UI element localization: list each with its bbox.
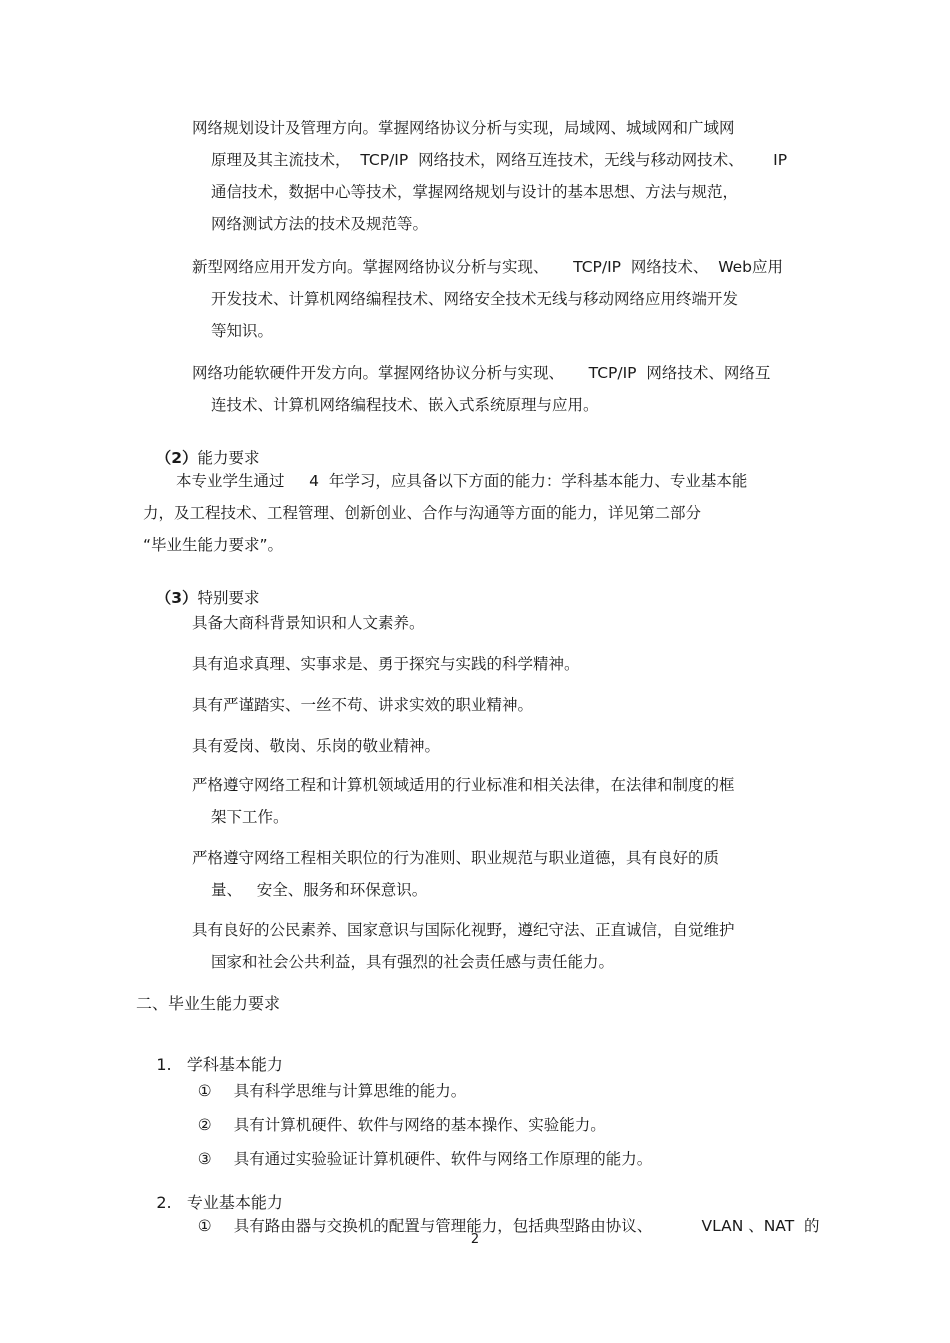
- sub-2-item-1: [178, 1196, 820, 1256]
- direction-3-line-1: 网络功能软硬件开发方向。掌握网络协议分析与实现、 TCP/IP 网络技术、网络互: [192, 364, 771, 382]
- sub-2-item-1-mark: ①: [197, 1217, 212, 1235]
- special-heading-text: 特别要求: [197, 589, 260, 607]
- direction-1-line-2: 原理及其主流技术， TCP/IP 网络技术，网络互连技术，无线与移动网技术、 IP: [211, 151, 788, 169]
- special-item-6-line-1: 严格遵守网络工程相关职位的行为准则、职业规范与职业道德，具有良好的质: [192, 849, 720, 867]
- sub-1-item-3-text: 具有通过实验验证计算机硬件、软件与网络工作原理的能力。: [233, 1150, 653, 1168]
- special-item-6-line-2: 量、 安全、服务和环保意识。: [211, 881, 428, 899]
- sub-2-number: 2.: [156, 1193, 172, 1212]
- sub-2-title: 专业基本能力: [186, 1193, 283, 1212]
- ability-line-3: “毕业生能力要求”。: [143, 536, 284, 554]
- sub-1-item-2-mark: ②: [197, 1116, 212, 1134]
- direction-2-line-3: 等知识。: [211, 322, 274, 340]
- special-heading-number: （3）: [155, 589, 198, 607]
- ability-heading-text: 能力要求: [197, 449, 260, 467]
- direction-2-line-1: 新型网络应用开发方向。掌握网络协议分析与实现、 TCP/IP 网络技术、 Web应用: [192, 258, 784, 276]
- direction-3-line-2: 连技术、计算机网络编程技术、嵌入式系统原理与应用。: [211, 396, 599, 414]
- section-2-title: 二、毕业生能力要求: [136, 994, 281, 1013]
- special-item-5-line-1: 严格遵守网络工程和计算机领域适用的行业标准和相关法律，在法律和制度的框: [192, 776, 735, 794]
- special-item-5-line-2: 架下工作。: [211, 808, 289, 826]
- sub-1-item-3-mark: ③: [197, 1150, 212, 1168]
- direction-1-line-3: 通信技术，数据中心等技术，掌握网络规划与设计的基本思想、方法与规范，: [211, 183, 739, 201]
- special-item-4: 具有爱岗、敬岗、乐岗的敬业精神。: [192, 737, 441, 755]
- page-number: 2: [470, 1232, 480, 1247]
- special-item-1: 具备大商科背景知识和人文素养。: [192, 614, 425, 632]
- ability-line-2: 力，及工程技术、工程管理、创新创业、合作与沟通等方面的能力，详见第二部分: [143, 504, 702, 522]
- direction-1-line-1: 网络规划设计及管理方向。掌握网络协议分析与实现，局域网、城域网和广域网: [192, 119, 735, 137]
- special-item-7-line-2: 国家和社会公共利益，具有强烈的社会责任感与责任能力。: [211, 953, 615, 971]
- special-item-7-line-1: 具有良好的公民素养、国家意识与国际化视野，遵纪守法、正直诚信，自觉维护: [192, 921, 735, 939]
- sub-2-item-1-text: 具有路由器与交换机的配置与管理能力，包括典型路由协议、 VLAN 、NAT 的: [233, 1217, 820, 1235]
- special-item-3: 具有严谨踏实、一丝不苟、讲求实效的职业精神。: [192, 696, 534, 714]
- direction-1-line-4: 网络测试方法的技术及规范等。: [211, 215, 429, 233]
- direction-2-line-2: 开发技术、计算机网络编程技术、网络安全技术无线与移动网络应用终端开发: [211, 290, 739, 308]
- special-item-2: 具有追求真理、实事求是、勇于探究与实践的科学精神。: [192, 655, 580, 673]
- ability-heading-number: （2）: [155, 449, 198, 467]
- sub-1-item-2-text: 具有计算机硬件、软件与网络的基本操作、实验能力。: [233, 1116, 606, 1134]
- sub-1-item-1-mark: ①: [197, 1082, 212, 1100]
- sub-1-title: 学科基本能力: [186, 1055, 283, 1074]
- ability-line-1: 本专业学生通过 4 年学习，应具备以下方面的能力：学科基本能力、专业基本能: [176, 472, 748, 490]
- sub-1-item-1-text: 具有科学思维与计算思维的能力。: [233, 1082, 467, 1100]
- sub-1-number: 1.: [156, 1055, 172, 1074]
